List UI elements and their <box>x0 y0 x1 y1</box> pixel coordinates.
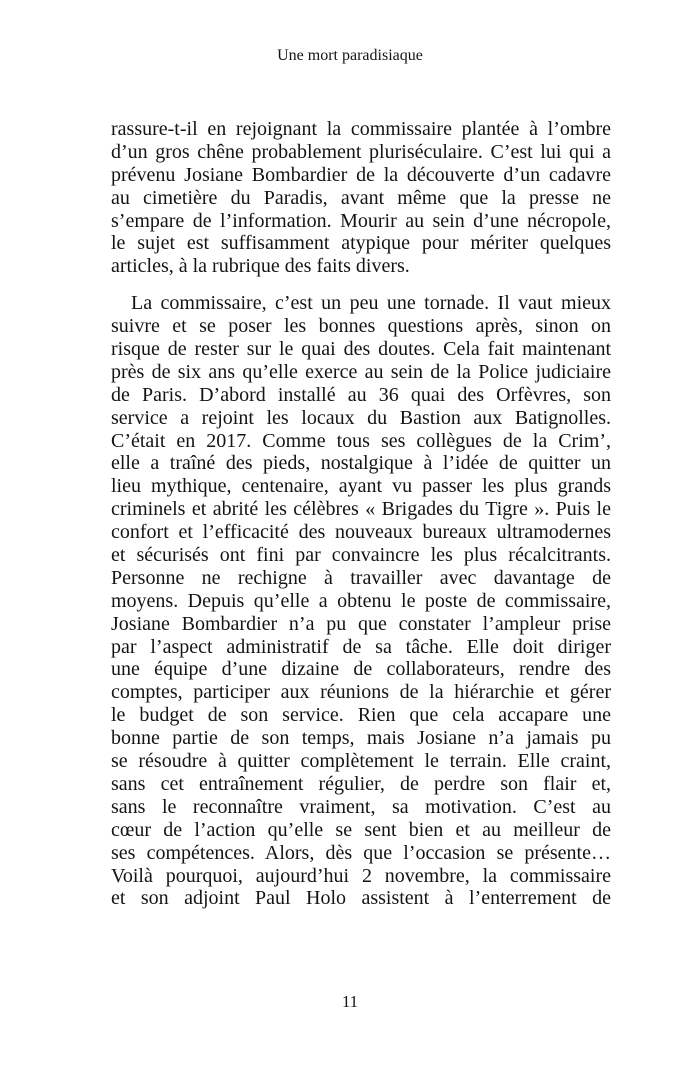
text-line: confort et l’efficacité des nouveaux bureaux ultramodernes <box>111 521 611 544</box>
text-line: sans le reconnaître vraiment, sa motivation. C’est au <box>111 795 611 818</box>
text-line: et son adjoint Paul Holo assistent à l’enterrement de <box>111 887 611 910</box>
body-text <box>111 118 611 910</box>
text-line: et sécurisés ont fini par convaincre les plus récalcitrants. <box>111 544 611 567</box>
text-line: prévenu Josiane Bombardier de la découverte d’un cadavre <box>111 163 611 186</box>
text-line: une équipe d’une dizaine de collaborateurs, rendre des <box>111 658 611 681</box>
text-line: d’un gros chêne probablement pluriséculaire. C’est lui qui a <box>111 140 611 163</box>
text-line: ses compétences. Alors, dès que l’occasion se présente… <box>111 841 611 864</box>
text-line: criminels et abrité les célèbres « Brigades du Tigre ». Puis le <box>111 498 611 521</box>
text-line: près de six ans qu’elle exerce au sein de la Police judiciaire <box>111 360 611 383</box>
text-line: service a rejoint les locaux du Bastion aux Batignolles. <box>111 406 611 429</box>
paragraph <box>111 292 611 910</box>
text-line: sans cet entraînement régulier, de perdre son flair et, <box>111 772 611 795</box>
text-line: Personne ne rechigne à travailler avec davantage de <box>111 566 611 589</box>
text-line: articles, à la rubrique des faits divers. <box>111 255 410 278</box>
text-line: moyens. Depuis qu’elle a obtenu le poste de commissaire, <box>111 589 611 612</box>
text-line: Voilà pourquoi, aujourd’hui 2 novembre, la commissaire <box>111 864 611 887</box>
text-line: La commissaire, c’est un peu une tornade. Il vaut mieux <box>131 292 611 315</box>
text-line: rassure-t-il en rejoignant la commissaire plantée à l’ombre <box>111 118 611 140</box>
text-line: Josiane Bombardier n’a pu que constater l’ampleur prise <box>111 612 611 635</box>
running-head: Une mort paradisiaque <box>277 47 423 64</box>
text-line: s’empare de l’information. Mourir au sein d’une nécropole, <box>111 209 611 232</box>
paragraph <box>111 118 611 278</box>
text-line: cœur de l’action qu’elle se sent bien et au meilleur de <box>111 818 611 841</box>
text-line: le budget de son service. Rien que cela accapare une <box>111 704 611 727</box>
text-line: au cimetière du Paradis, avant même que la presse ne <box>111 186 611 209</box>
text-line: bonne partie de son temps, mais Josiane n’a jamais pu <box>111 727 611 750</box>
text-line: lieu mythique, centenaire, ayant vu passer les plus grands <box>111 475 611 498</box>
text-line: comptes, participer aux réunions de la hiérarchie et gérer <box>111 681 611 704</box>
paragraph-spacer <box>111 278 611 292</box>
text-line: de Paris. D’abord installé au 36 quai des Orfèvres, son <box>111 383 611 406</box>
page-number: 11 <box>341 992 359 1011</box>
text-line: suivre et se poser les bonnes questions après, sinon on <box>111 315 611 338</box>
text-line: C’était en 2017. Comme tous ses collègues de la Crim’, <box>111 429 611 452</box>
text-line: par l’aspect administratif de sa tâche. Elle doit diriger <box>111 635 611 658</box>
text-line: elle a traîné des pieds, nostalgique à l’idée de quitter un <box>111 452 611 475</box>
text-line: risque de rester sur le quai des doutes. Cela fait maintenant <box>111 338 611 361</box>
text-line: le sujet est suffisamment atypique pour mériter quelques <box>111 232 611 255</box>
text-line: se résoudre à quitter complètement le terrain. Elle craint, <box>111 750 611 773</box>
